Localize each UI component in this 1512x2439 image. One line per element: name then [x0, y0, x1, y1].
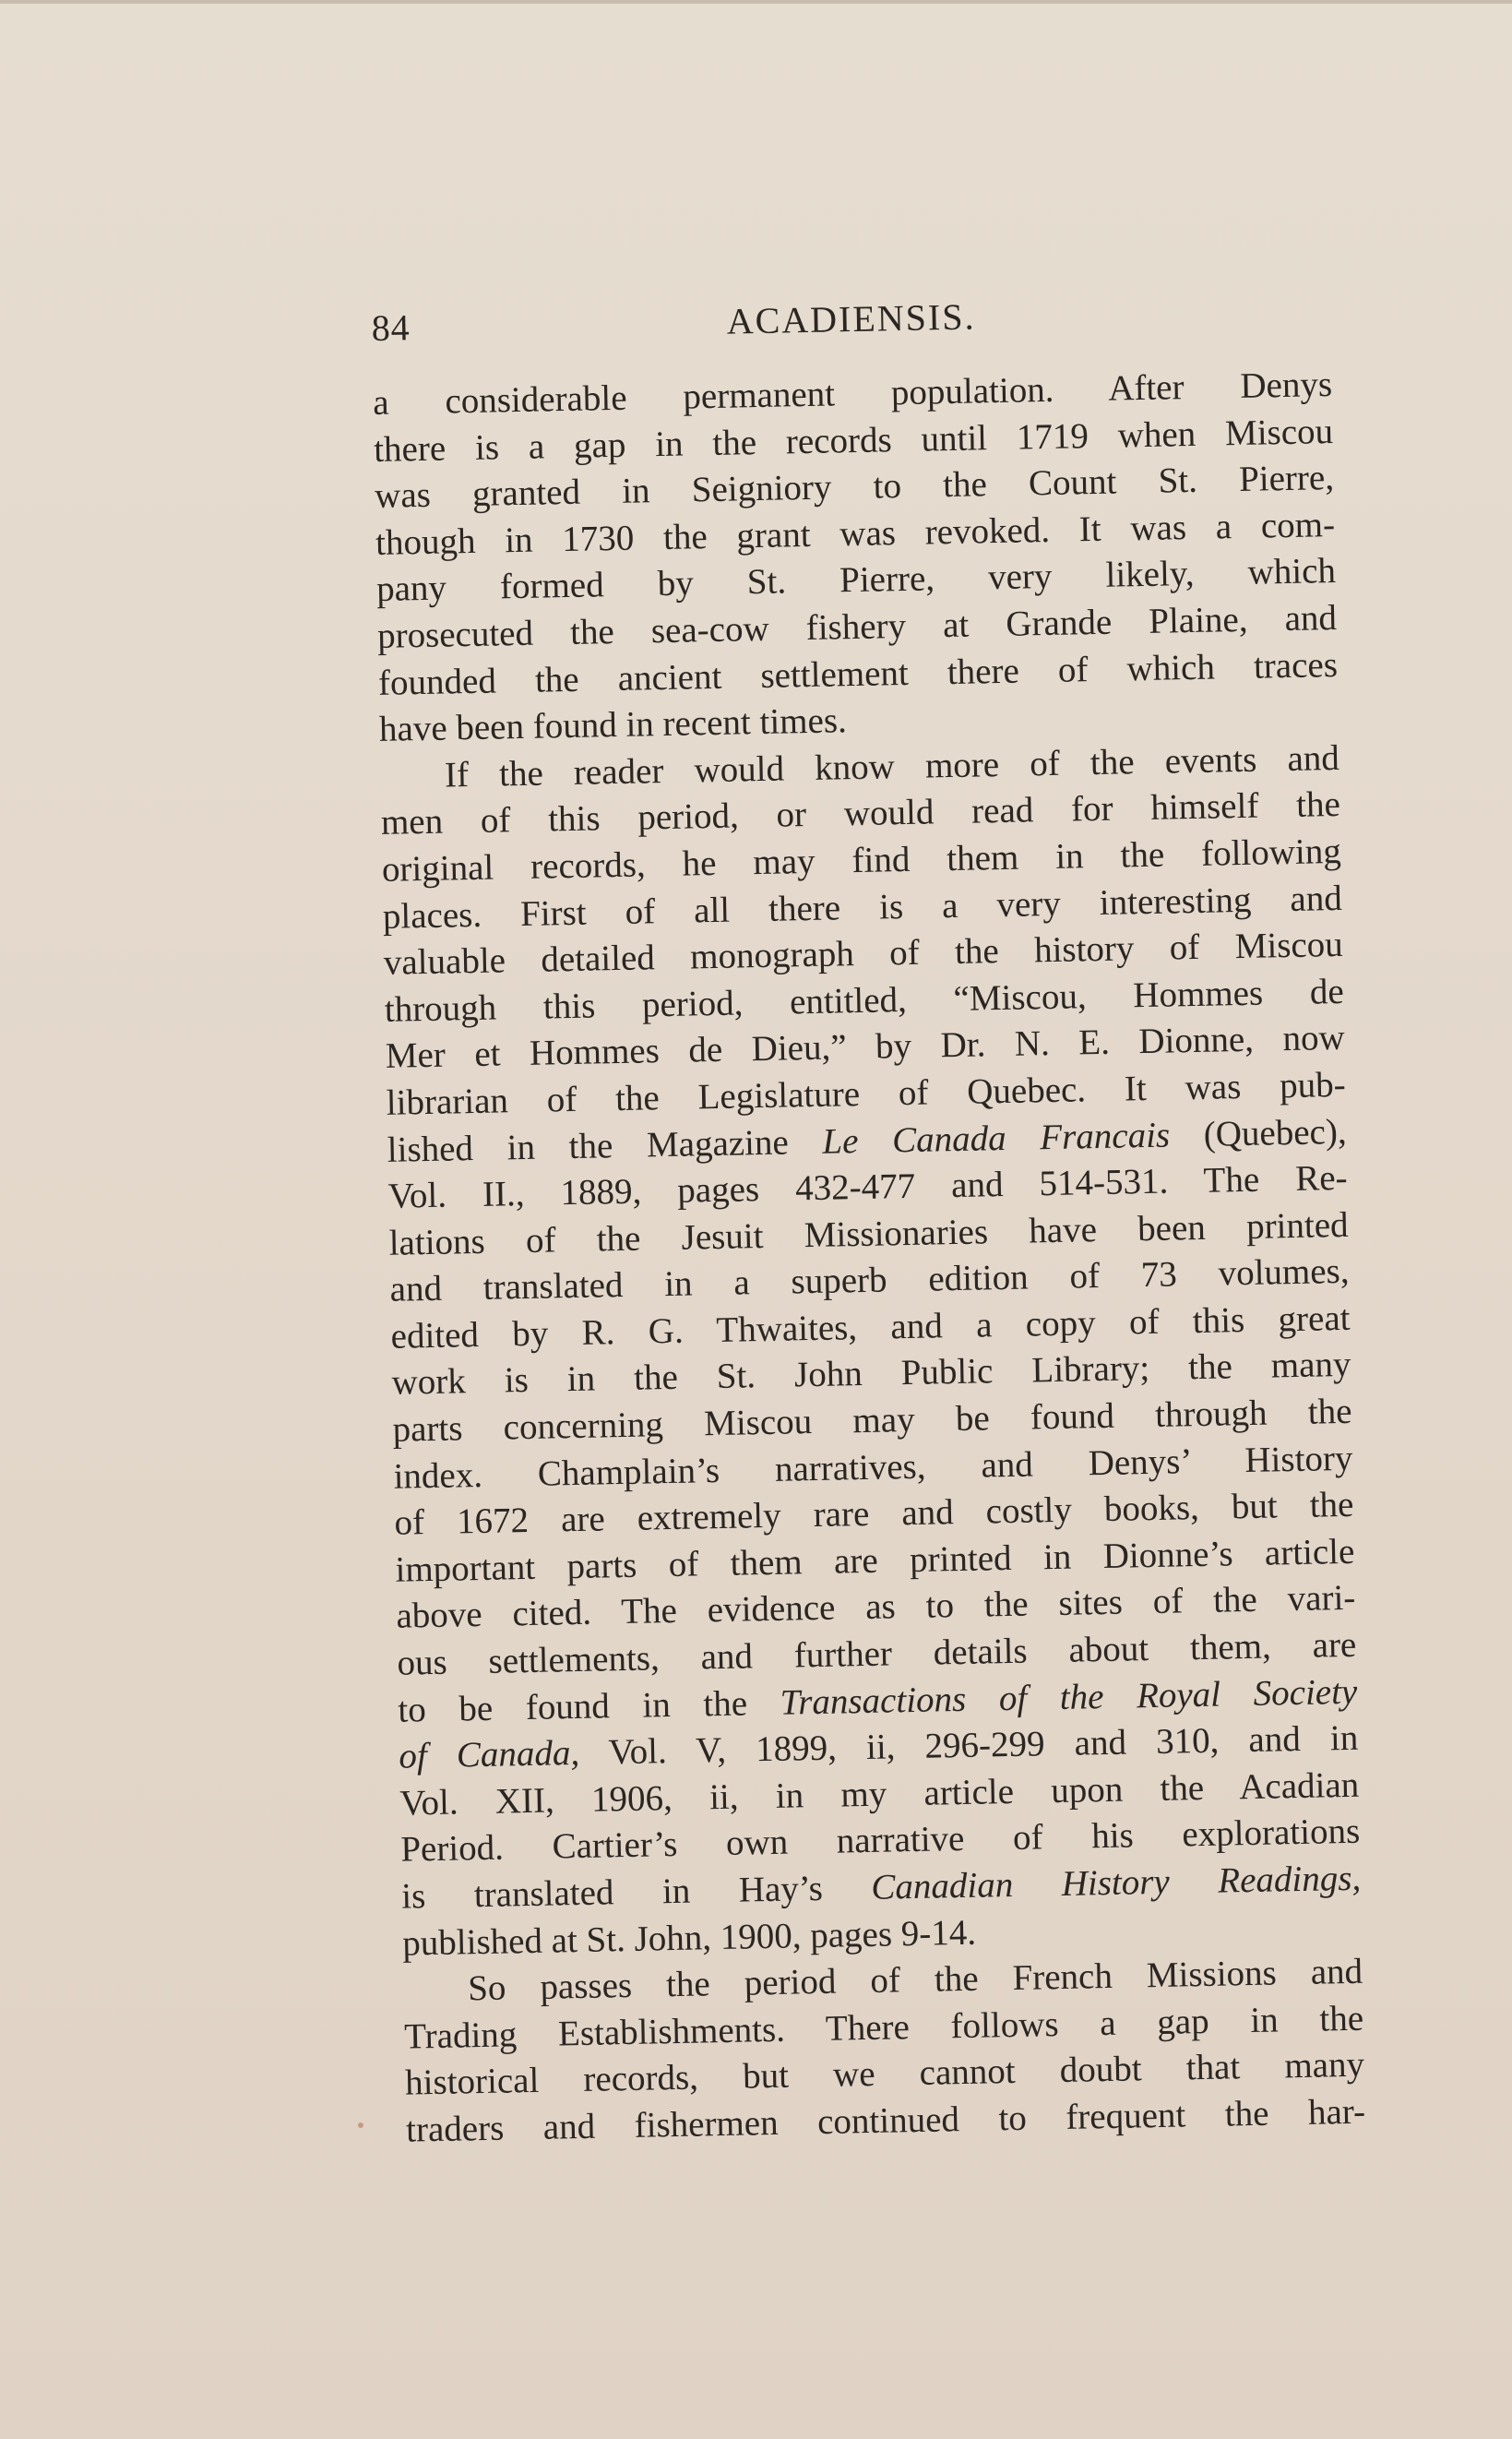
text-line: through this period, entitled, “Miscou, Hommes de [384, 971, 1345, 1030]
text-line: ous settlements, and further details about them, are [397, 1624, 1357, 1683]
text-line: Vol. II., 1889, pages 432-477 and 514-531. The Re- [387, 1157, 1348, 1216]
text-line: lations of the Jesuit Missionaries have been printed [388, 1204, 1349, 1263]
text-line: founded the ancient settlement there of which traces [377, 644, 1339, 703]
text-line: have been found in recent times. [378, 700, 848, 750]
text-fragment: lished in the Magazine [387, 1121, 790, 1170]
italic-title: Le Canada Francais [821, 1115, 1171, 1162]
body-text [373, 362, 1366, 2154]
text-line: places. First of all there is a very interesting and [382, 878, 1343, 937]
text-line: work is in the St. John Public Library; the many [391, 1345, 1351, 1404]
text-line: parts concerning Miscou may be found through the [392, 1391, 1352, 1450]
text-line: published at St. John, 1900, pages 9-14. [401, 1912, 977, 1964]
text-line: was granted in Seigniory to the Count St. Pierre, [374, 458, 1335, 517]
running-head [371, 277, 1331, 360]
text-line: Trading Establishments. There follows a gap in the [403, 1998, 1364, 2057]
italic-title: of Canada, [398, 1733, 580, 1776]
text-line: and translated in a superb edition of 73 volumes, [389, 1251, 1350, 1310]
text-block [371, 277, 1365, 2154]
text-line: So passes the period of the French Missions and [467, 1951, 1363, 2009]
text-fragment: (Quebec), [1203, 1111, 1347, 1154]
text-fragment: is translated in Hay’s [400, 1868, 824, 1917]
page-top-edge [0, 0, 1512, 4]
text-line: librarian of the Legislature of Quebec. It was pub- [386, 1064, 1347, 1123]
running-title: ACADIENSIS. [726, 295, 976, 342]
text-line: edited by R. G. Thwaites, and a copy of this great [390, 1297, 1351, 1357]
text-line: index. Champlain’s narratives, and Denys’ History [393, 1438, 1353, 1497]
text-line: though in 1730 the grant was revoked. It was a com- [375, 504, 1336, 563]
text-line: above cited. The evidence as to the sites of the vari- [396, 1578, 1356, 1637]
text-line: a considerable permanent population. After Denys [372, 365, 1333, 423]
italic-title: Canadian History Readings, [870, 1858, 1362, 1907]
text-line: of 1672 are extremely rare and costly books, but the [394, 1485, 1354, 1544]
text-line: Vol. XII, 1906, ii, in my article upon the Acadian [399, 1764, 1360, 1823]
text-line: historical records, but we cannot doubt that many [404, 2045, 1365, 2104]
text-fragment: Vol. V, 1899, ii, 296-299 and 310, and in [608, 1717, 1359, 1773]
text-line: prosecuted the sea-cow fishery at Grande Plaine, and [376, 597, 1338, 656]
text-line: traders and fishermen continued to frequent the har- [405, 2091, 1366, 2150]
text-line: important parts of them are printed in Dionne’s article [395, 1531, 1355, 1590]
text-line: If the reader would know more of the events and [444, 737, 1340, 795]
text-line: men of this period, or would read for himself the [380, 784, 1341, 843]
text-line: Period. Cartier’s own narrative of his explorations [399, 1811, 1361, 1871]
italic-title: Transactions of the Royal Society [780, 1671, 1358, 1723]
text-line: there is a gap in the records until 1719 when Miscou [373, 411, 1334, 470]
pencil-mark [358, 2122, 363, 2128]
text-line: Mer et Hommes de Dieu,” by Dr. N. E. Dionne, now [385, 1018, 1346, 1077]
page-number: 84 [371, 306, 411, 349]
text-fragment: to be found in the [398, 1683, 748, 1730]
text-line: original records, he may find them in the following [381, 831, 1342, 890]
text-line: valuable detailed monograph of the history of Miscou [383, 925, 1344, 983]
text-line: pany formed by St. Pierre, very likely, which [375, 551, 1337, 610]
